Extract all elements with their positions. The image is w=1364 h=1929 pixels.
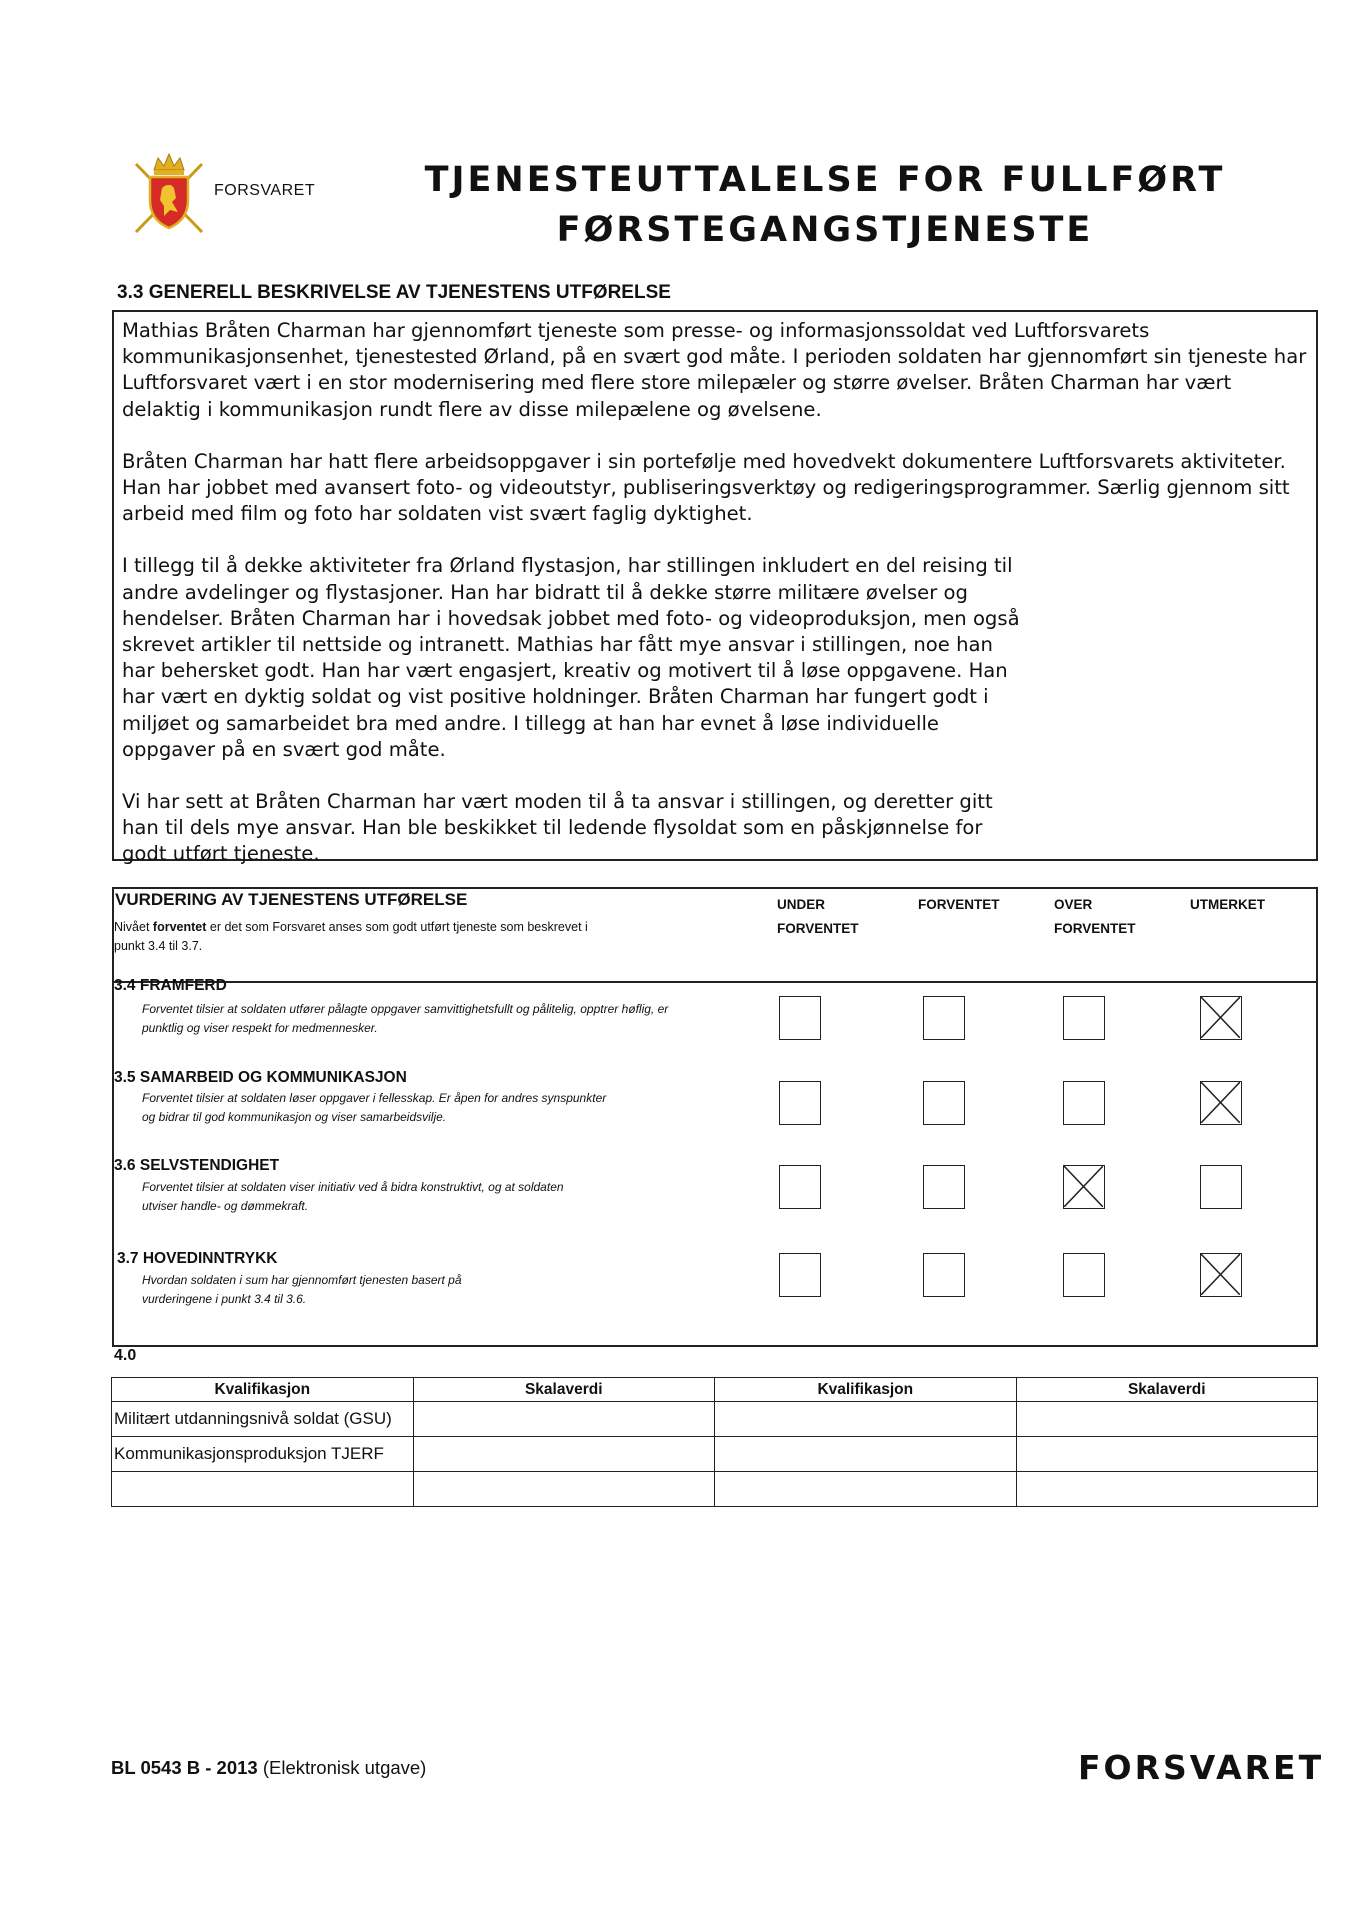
desc-bold: forventet: [152, 920, 207, 934]
column-header: Kvalifikasjon: [112, 1378, 414, 1402]
checkbox-forventet[interactable]: [923, 1081, 965, 1125]
checkmark-x-icon: [1201, 1254, 1240, 1295]
form-code: [111, 1757, 426, 1779]
criterion-3-5-description: Forventet tilsier at soldaten løser oppgaver i fellesskap. Er åpen for andres synspunkter og bidrar til god kommunikasjon og viser samarbeidsvilje.: [142, 1091, 607, 1124]
title-line-1: TJENESTEUTTALELSE FOR FULLFØRT: [424, 160, 1226, 200]
criterion-3-7-description: Hvordan soldaten i sum har gjennomført tjenesten basert på vurderingene i punkt 3.4 til 3.6.: [142, 1273, 462, 1306]
criterion-3-6-title: 3.6 SELVSTENDIGHET: [114, 1157, 280, 1174]
column-header: Skalaverdi: [413, 1378, 715, 1402]
paragraph: Mathias Bråten Charman har gjennomført tjeneste som presse- og informasjonssoldat ved Luftforsvarets kommunikasjonsenhet, tjenestested Ørland, på en svært god måte. I perioden soldaten har gjennomført sin tjeneste har Luftforsvaret vært i en stor modernisering med flere store milepæler og større øvelser. Bråten Charman har vært delaktig i kommunikasjon rundt flere av disse milepælene og øvelsene.: [122, 319, 1307, 421]
criterion-3-4-description: Forventet tilsier at soldaten utfører pålagte oppgaver samvittighetsfullt og pålitelig, opptrer høflig, er punktlig og viser respekt for medmennesker.: [142, 1002, 669, 1035]
checkbox-forventet[interactable]: [923, 996, 965, 1040]
table-row: [112, 1402, 1318, 1437]
evaluation-description: [114, 918, 594, 956]
checkmark-x-icon: [1201, 997, 1240, 1038]
table-cell: [715, 1402, 1017, 1437]
checkbox-utmerket[interactable]: [1200, 1081, 1242, 1125]
checkbox-forventet[interactable]: [923, 1253, 965, 1297]
checkbox-forventet[interactable]: [923, 1165, 965, 1209]
table-cell: [413, 1472, 715, 1507]
criterion-3-7-title: 3.7 HOVEDINNTRYKK: [117, 1250, 278, 1267]
column-header: Kvalifikasjon: [715, 1378, 1017, 1402]
checkbox-utmerket[interactable]: [1200, 1253, 1242, 1297]
desc-text: Nivået: [114, 920, 153, 934]
org-name: FORSVARET: [214, 182, 316, 199]
checkmark-x-icon: [1201, 1082, 1240, 1123]
checkbox-over-forventet[interactable]: [1063, 1081, 1105, 1125]
table-cell: [1016, 1402, 1318, 1437]
table-cell: [1016, 1437, 1318, 1472]
table-cell: [112, 1472, 414, 1507]
checkbox-under-forventet[interactable]: [779, 1253, 821, 1297]
colhead-line: FORVENTET: [777, 921, 859, 936]
column-header-forventet: [918, 893, 1000, 917]
title-line-2: FØRSTEGANGSTJENESTE: [556, 210, 1094, 250]
table-row: [112, 1472, 1318, 1507]
checkbox-under-forventet[interactable]: [779, 996, 821, 1040]
table-cell: [715, 1472, 1017, 1507]
table-cell: [715, 1437, 1017, 1472]
table-cell: [413, 1437, 715, 1472]
checkbox-under-forventet[interactable]: [779, 1165, 821, 1209]
table-row: [112, 1437, 1318, 1472]
checkbox-under-forventet[interactable]: [779, 1081, 821, 1125]
column-header-over-forventet: [1054, 893, 1136, 941]
form-edition: (Elektronisk utgave): [257, 1757, 427, 1778]
paragraph: Vi har sett at Bråten Charman har vært moden til å ta ansvar i stillingen, og deretter gitt han til dels mye ansvar. Han ble beskikket til ledende flysoldat som en påskjønnelse for godt utført tjeneste.: [122, 790, 993, 866]
paragraph: Bråten Charman har hatt flere arbeidsoppgaver i sin portefølje med hovedvekt dokumentere Luftforsvarets aktiviteter. Han har jobbet med avansert foto- og videoutstyr, publiseringsverktøy og redigeringsprogrammer. Særlig gjennom sitt arbeid med film og foto har soldaten vist svært faglig dyktighet.: [122, 449, 1290, 526]
colhead-line: UNDER: [777, 897, 826, 912]
criterion-3-6-description: Forventet tilsier at soldaten viser initiativ ved å bidra konstruktivt, og at soldaten utviser handle- og dømmekraft.: [142, 1180, 564, 1213]
colhead-line: FORVENTET: [1054, 921, 1136, 936]
checkbox-over-forventet[interactable]: [1063, 1253, 1105, 1297]
criterion-3-4-title: 3.4 FRAMFERD: [114, 977, 227, 994]
column-header: Skalaverdi: [1016, 1378, 1318, 1402]
colhead-line: OVER: [1054, 897, 1093, 912]
paragraph: I tillegg til å dekke aktiviteter fra Ørland flystasjon, har stillingen inkludert en del reising til andre avdelinger og flystasjoner. Han har bidratt til å dekke større militære øvelser og hendelser. Bråten Charman har i hovedsak jobbet med foto- og videoproduksjon, men også skrevet artikler til nettside og intranett. Mathias har fått mye ansvar i stillingen, noe han har behersket godt. Han har vært engasjert, kreativ og motivert til å løse oppgavene. Han har vært en dyktig soldat og vist positive holdninger. Bråten Charman har fungert godt i miljøet og samarbeidet bra med andre. I tillegg at han har evnet å løse individuelle oppgaver på en svært god måte.: [122, 554, 1020, 761]
footer-brand-logo: FORSVARET: [1078, 1748, 1325, 1787]
form-number: BL 0543 B - 2013: [111, 1757, 258, 1778]
column-header-utmerket: [1190, 893, 1265, 917]
checkbox-utmerket[interactable]: [1200, 1165, 1242, 1209]
forsvaret-crest-icon: [130, 148, 208, 240]
qualification-table: [111, 1377, 1318, 1507]
checkbox-over-forventet[interactable]: [1063, 1165, 1105, 1209]
checkmark-x-icon: [1064, 1166, 1103, 1207]
document-title: [360, 155, 1290, 255]
section-4-label: 4.0: [114, 1347, 137, 1364]
checkbox-utmerket[interactable]: [1200, 996, 1242, 1040]
section-3-3-textbox: [112, 310, 1318, 866]
criterion-3-5-title: 3.5 SAMARBEID OG KOMMUNIKASJON: [114, 1069, 407, 1086]
colhead-line: UTMERKET: [1190, 897, 1265, 912]
section-3-3-heading: 3.3 GENERELL BESKRIVELSE AV TJENESTENS UTFØRELSE: [117, 282, 671, 303]
table-cell: Militært utdanningsnivå soldat (GSU): [112, 1402, 414, 1437]
colhead-line: FORVENTET: [918, 897, 1000, 912]
checkbox-over-forventet[interactable]: [1063, 996, 1105, 1040]
table-cell: [413, 1402, 715, 1437]
column-header-under-forventet: [777, 893, 859, 941]
table-cell: Kommunikasjonsproduksjon TJERF: [112, 1437, 414, 1472]
evaluation-title: VURDERING AV TJENESTENS UTFØRELSE: [115, 890, 468, 909]
table-cell: [1016, 1472, 1318, 1507]
desc-text: er det som Forsvaret anses som godt utført tjeneste som beskrevet i punkt 3.4 til 3.7.: [114, 920, 588, 953]
